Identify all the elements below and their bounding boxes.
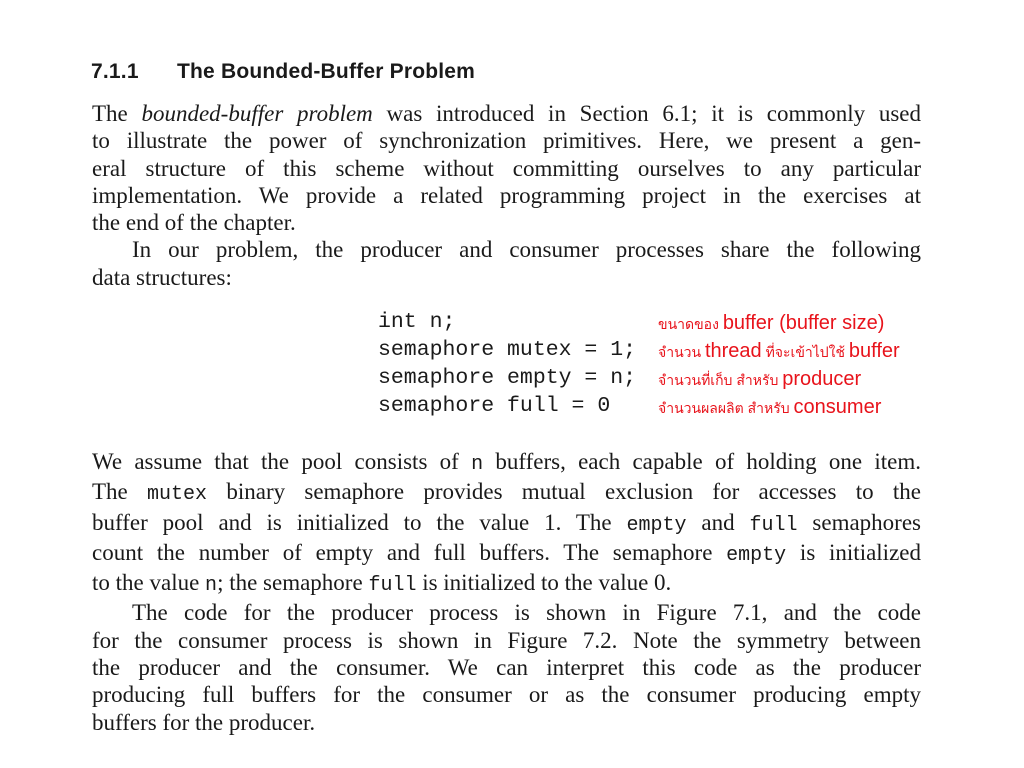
text-line: We assume that the pool consists of n buffers, each capable of holding one item. (92, 449, 921, 476)
inline-code: n (471, 453, 484, 476)
section-number: 7.1.1 (91, 60, 139, 83)
inline-code: empty (626, 513, 687, 537)
inline-code: empty (726, 543, 787, 567)
intro-paragraph (92, 100, 921, 291)
explanation-paragraph (92, 448, 921, 736)
inline-code: mutex (147, 483, 208, 507)
text-line: The mutex binary semaphore provides mutual exclusion for accesses to the (92, 479, 921, 507)
text-line: to illustrate the power of synchronization primitives. Here, we present a gen- (92, 128, 921, 154)
inline-code: n (205, 574, 218, 598)
code-line: semaphore empty = n; (378, 366, 637, 390)
text-line: The code for the producer process is shown in Figure 7.1, and the code (132, 600, 921, 626)
text-line: the producer and the consumer. We can interpret this code as the producer (92, 655, 921, 681)
code-line: int n; (378, 310, 456, 334)
inline-code: full (368, 574, 417, 598)
text-line: count the number of empty and full buffers. The semaphore empty is initialized (92, 539, 921, 567)
code-line: semaphore full = 0 (378, 394, 611, 418)
text-line: data structures: (92, 264, 232, 290)
code-line: semaphore mutex = 1; (378, 338, 637, 362)
text-line: buffer pool and is initialized to the value 1. The empty and full semaphores (92, 509, 921, 537)
annotation-buffer-size: ขนาดของ buffer (buffer size) (658, 312, 885, 334)
section-title: The Bounded-Buffer Problem (177, 60, 476, 83)
handwritten-annotations (658, 310, 900, 422)
text-line: buffers for the producer. (92, 709, 316, 735)
text-line: implementation. We provide a related programming project in the exercises at (92, 182, 921, 208)
annotation-mutex: จำนวน thread ที่จะเข้าไปใช้ buffer (658, 340, 900, 362)
text-line: the end of the chapter. (92, 210, 296, 236)
text-line: for the consumer process is shown in Figure 7.2. Note the symmetry between (92, 627, 921, 653)
text-line: In our problem, the producer and consumer processes share the following (132, 237, 921, 263)
text-line: The bounded-buffer problem was introduced in Section 6.1; it is commonly used (92, 101, 921, 126)
text-line: eral structure of this scheme without committing ourselves to any particular (92, 155, 921, 181)
emphasized-term: bounded-buffer problem (141, 101, 373, 126)
annotation-full: จำนวนผลผลิต สำหรับ consumer (658, 396, 882, 418)
annotation-empty: จำนวนที่เก็บ สำหรับ producer (658, 368, 862, 390)
text-line: to the value n; the semaphore full is initialized to the value 0. (92, 570, 672, 598)
text-line: producing full buffers for the consumer or as the consumer producing empty (92, 682, 921, 708)
section-heading (91, 60, 475, 84)
code-block (378, 308, 636, 420)
inline-code: full (749, 513, 798, 537)
